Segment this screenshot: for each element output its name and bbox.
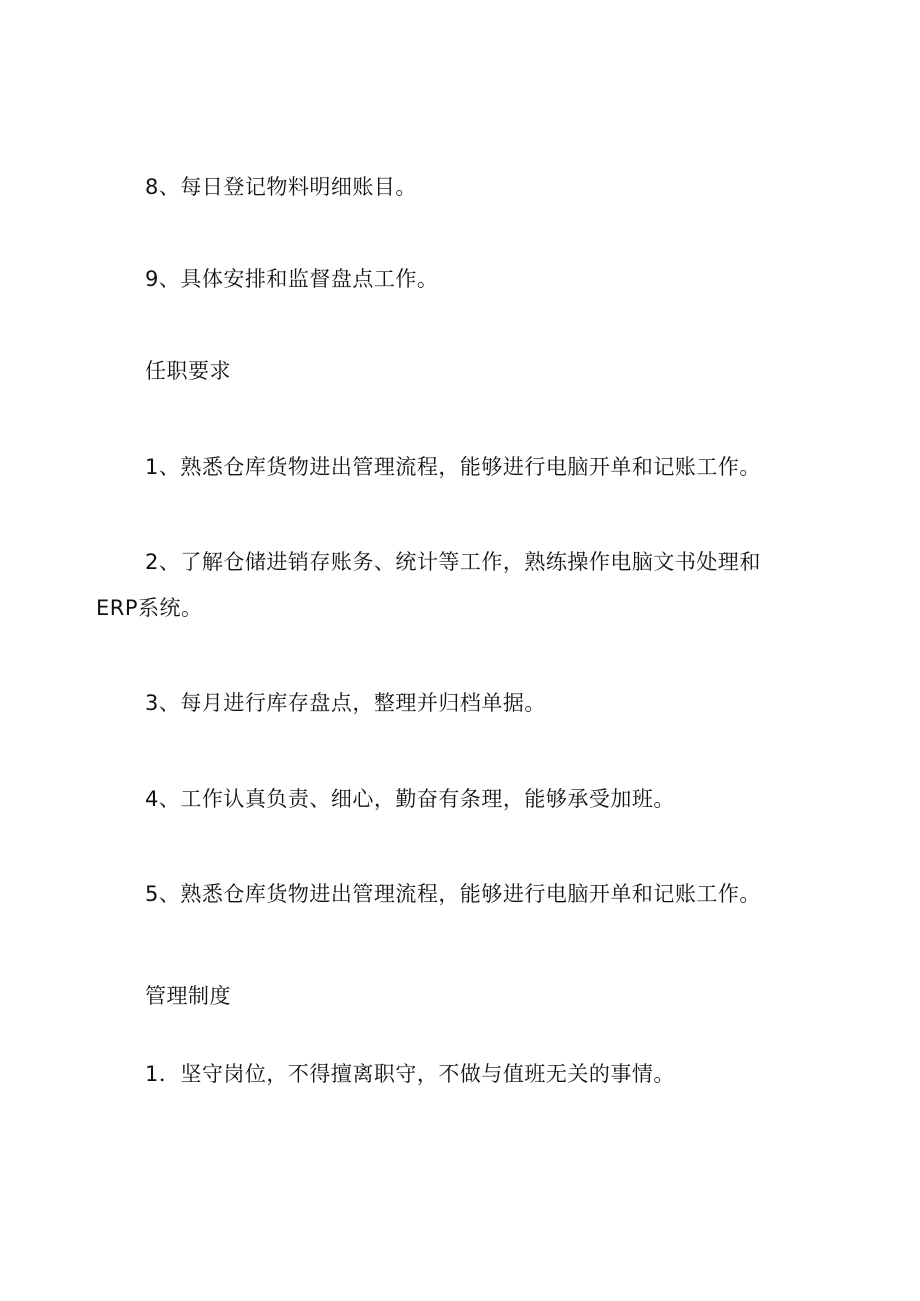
requirement-item-3: 3、每月进行库存盘点，整理并归档单据。 [145,691,546,715]
requirement-item-1: 1、熟悉仓库货物进出管理流程，能够进行电脑开单和记账工作。 [145,455,761,479]
requirement-item-5: 5、熟悉仓库货物进出管理流程，能够进行电脑开单和记账工作。 [145,882,761,906]
section-heading-management: 管理制度 [145,984,231,1008]
requirement-item-2-line-1: 2、了解仓储进销存账务、统计等工作，熟练操作电脑文书处理和 [145,550,761,574]
requirement-item-4: 4、工作认真负责、细心，勤奋有条理，能够承受加班。 [145,787,675,811]
section-heading-requirements: 任职要求 [145,359,231,383]
requirement-item-2-line-2: ERP系统。 [96,596,203,620]
duty-item-8: 8、每日登记物料明细账目。 [145,175,417,199]
management-rule-1: 1．坚守岗位，不得擅离职守，不做与值班无关的事情。 [145,1062,675,1086]
duty-item-9: 9、具体安排和监督盘点工作。 [145,267,439,291]
